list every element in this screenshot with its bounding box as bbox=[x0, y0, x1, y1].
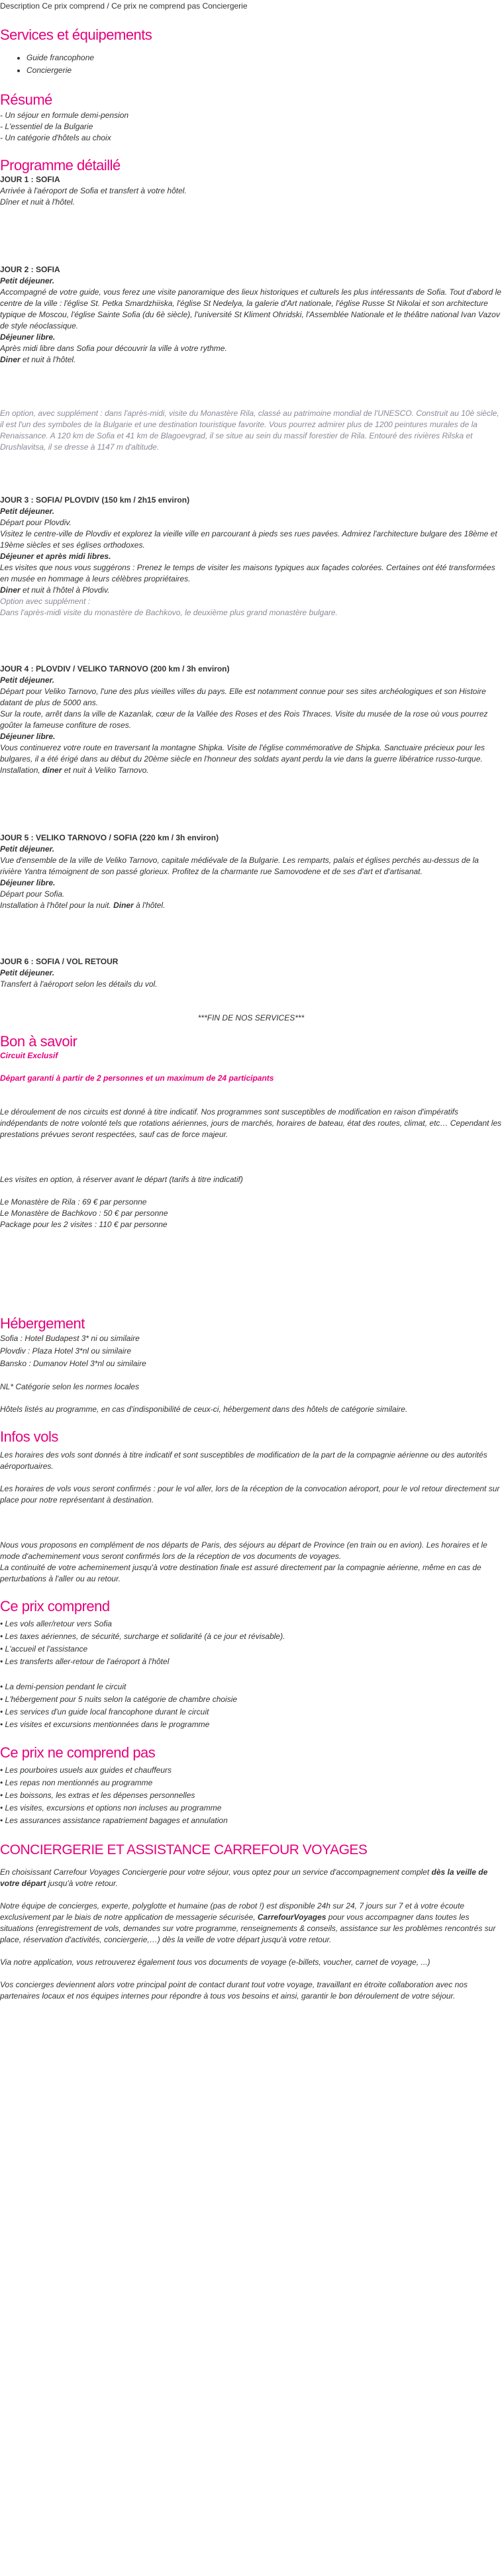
day-text: Vue d'ensemble de la ville de Veliko Tarnovo, capitale médiévale de la Bulgarie. Les remparts, palais et églises perchés au-dessus de la rivière Yantra témoignent de son passé glorieux. Profitez de la charmante rue Samovodene et de ses d'art et d'artisanat. bbox=[0, 856, 479, 876]
conciergerie-title: CONCIERGERIE ET ASSISTANCE CARREFOUR VOYAGES bbox=[0, 1842, 368, 1858]
resume-line: - Un catégorie d'hôtels au choix bbox=[0, 133, 111, 142]
dinner-bold: Diner bbox=[0, 585, 21, 595]
comprend-list-1 bbox=[0, 1618, 502, 1668]
conciergerie-p3: Via notre application, vous retrouverez également tous vos documents de voyage (e-billets, voucher, carnet de voyage, ...) bbox=[0, 1957, 430, 1967]
list-item: • Guide francophone bbox=[26, 52, 502, 64]
text-bold: dès la veille de votre départ bbox=[0, 1867, 488, 1888]
day-title: JOUR 5 : VELIKO TARNOVO / SOFIA (220 km / 3h environ) bbox=[0, 833, 219, 842]
option-title: Option avec supplément : bbox=[0, 597, 91, 606]
day-text: Départ pour Sofia. bbox=[0, 889, 65, 899]
day-text: Transfert à l'aéroport selon les détails du vol. bbox=[0, 979, 158, 989]
text-bold: CarrefourVoyages bbox=[257, 1912, 326, 1922]
bon-savoir-text: Le déroulement de nos circuits est donné à titre indicatif. Nos programmes sont susceptibles de modification en raison d'impératifs indépendants de notre volonté tels que rotations aériennes, jours de marchés, horaires de bateau, état des routes, climat, etc… Cependant les prestations prévues seront respectées, sauf cas de force majeur. bbox=[0, 1107, 502, 1139]
day-title: JOUR 3 : SOFIA/ PLOVDIV (150 km / 2h15 environ) bbox=[0, 495, 190, 505]
list-item: • Conciergerie bbox=[26, 64, 502, 77]
options-intro: Les visites en option, à réserver avant le départ (tarifs à titre indicatif) bbox=[0, 1175, 243, 1184]
list-item: • L'accueil et l'assistance bbox=[0, 1644, 88, 1654]
day-title: JOUR 4 : PLOVDIV / VELIKO TARNOVO (200 km / 3h environ) bbox=[0, 664, 230, 673]
list-item: • Les pourboires usuels aux guides et chauffeurs bbox=[0, 1765, 172, 1775]
day-line: Arrivée à l'aéroport de Sofia et transfert à votre hôtel. bbox=[0, 186, 187, 195]
list-item: • Les repas non mentionnés au programme bbox=[0, 1778, 153, 1787]
options-list bbox=[0, 1197, 502, 1230]
conciergerie-p2 bbox=[0, 1901, 502, 1946]
day-6 bbox=[0, 956, 502, 990]
day-1 bbox=[0, 174, 502, 208]
install-line bbox=[0, 765, 502, 776]
day-text: Visitez le centre-ville de Plovdiv et explorez la vieille ville en parcourant à pieds ses rues pavées. Admirez l'architecture bulgare des 18ème et 19ème siècles et ses églises orthodoxes. bbox=[0, 529, 497, 550]
guarantee-line: Départ garanti à partir de 2 personnes et un maximum de 24 participants bbox=[0, 1073, 274, 1083]
day-option: Dans l'après-midi visite du monastère de Bachkovo, le deuxième plus grand monastère bulgare. bbox=[0, 608, 338, 617]
comprend-title: Ce prix comprend bbox=[0, 1598, 110, 1614]
text-part: Notre équipe de concierges, experte, polyglotte et humaine (pas de robot !) est disponible 24h sur 24, 7 jours sur 7 et à votre écoute exclusivement par le biais de notre application de messagerie sécurisée, bbox=[0, 1901, 465, 1922]
option-item: Le Monastère de Rila : 69 € par personne bbox=[0, 1197, 147, 1207]
list-item: • Les visites, excursions et options non incluses au programme bbox=[0, 1803, 222, 1812]
dinner-rest: et nuit à l'hôtel. bbox=[20, 355, 76, 364]
hotel-item: Plovdiv : Plaza Hotel 3*nl ou similaire bbox=[0, 1346, 132, 1356]
top-description-line: Description Ce prix comprend / Ce prix ne comprend pas Conciergerie bbox=[0, 1, 248, 11]
lunch: Déjeuner libre. bbox=[0, 332, 56, 342]
dinner-line bbox=[0, 354, 502, 366]
text-part: pour vous accompagner dans toutes les situations (enregistrement de vols, demandes sur votre programme, renseignements & conseils, assistance sur les problèmes rencontrés sur place, réservation d'activités, conciergerie,…) dès la veille de votre départ jusqu'à votre retour. bbox=[0, 1912, 496, 1944]
day-title: JOUR 6 : SOFIA / VOL RETOUR bbox=[0, 957, 119, 966]
hotel-item: Bansko : Dumanov Hotel 3*nl ou similaire bbox=[0, 1359, 146, 1368]
install-text: Installation, bbox=[0, 766, 43, 775]
day-text: Départ pour Veliko Tarnovo, l'une des plus vieilles villes du pays. Elle est notamment connue pour ses sites archéologiques et son Histoire datant de plus de 5000 ans. bbox=[0, 687, 486, 707]
services-list bbox=[26, 52, 502, 77]
day-title: JOUR 2 : SOFIA bbox=[0, 265, 60, 274]
ne-comprend-list bbox=[0, 1764, 502, 1827]
hebergement-title: Hébergement bbox=[0, 1315, 85, 1332]
day-text: Départ pour Plovdiv. bbox=[0, 518, 72, 527]
list-item: • Les assurances assistance rapatriement bagages et annulation bbox=[0, 1816, 228, 1825]
lunch: Déjeuner libre. bbox=[0, 732, 56, 741]
comprend-list-2 bbox=[0, 1681, 502, 1731]
day-text: Sur la route, arrêt dans la ville de Kazanlak, cœur de la Vallée des Roses et des Rois Thraces. Visite du musée de la rose où vous pourrez goûter la fameuse confiture de roses. bbox=[0, 709, 488, 730]
resume-lines bbox=[0, 110, 502, 144]
list-item: • Les boissons, les extras et les dépenses personnelles bbox=[0, 1791, 195, 1800]
dinner-bold: Diner bbox=[113, 901, 134, 910]
infos-vols-title: Infos vols bbox=[0, 1428, 58, 1445]
install-rest: et nuit à Veliko Tarnovo. bbox=[62, 766, 149, 775]
lunch: Déjeuner libre. bbox=[0, 878, 56, 887]
hotel-list bbox=[0, 1332, 502, 1370]
text-part: En choisissant Carrefour Voyages Conciergerie pour votre séjour, vous optez pour un service d'accompagnement complet bbox=[0, 1867, 432, 1877]
services-title: Services et équipements bbox=[0, 26, 152, 43]
day-2 bbox=[0, 264, 502, 453]
breakfast: Petit déjeuner. bbox=[0, 675, 55, 685]
list-item: • La demi-pension pendant le circuit bbox=[0, 1682, 126, 1691]
breakfast: Petit déjeuner. bbox=[0, 276, 55, 285]
conciergerie-p4: Vos concierges deviennent alors votre principal point de contact durant tout votre voyage, travaillant en étroite collaboration avec nos partenaires locaux et nos équipes internes pour répondre à tous vos besoins et ainsi, garantir le bon déroulement de votre séjour. bbox=[0, 1980, 468, 2001]
day-text: Les visites que nous vous suggérons : Prenez le temps de visiter les maisons typiques aux façades colorées. Certaines ont été transformées en musée en hommage à leurs célèbres propriétaires. bbox=[0, 563, 495, 583]
vols-p4: La continuité de votre acheminement jusqu'à votre destination finale est assuré directement par la compagnie aérienne, même en cas de perturbations à l'aller ou au retour. bbox=[0, 1563, 481, 1583]
list-item: • Les visites et excursions mentionnées dans le programme bbox=[0, 1720, 210, 1729]
circuit-exclusif: Circuit Exclusif bbox=[0, 1051, 58, 1060]
hotel-list-note: Hôtels listés au programme, en cas d'indisponibilité de ceux-ci, hébergement dans des hôtels de catégorie similaire. bbox=[0, 1405, 408, 1414]
install-line bbox=[0, 900, 502, 911]
resume-title: Résumé bbox=[0, 91, 52, 108]
conciergerie-p1 bbox=[0, 1867, 502, 1889]
list-item: • Les vols aller/retour vers Sofia bbox=[0, 1619, 112, 1628]
vols-p2: Les horaires de vols vous seront confirmés : pour le vol aller, lors de la réception de la convocation aéroport, pour le vol retour directement sur place pour notre représentant à destination. bbox=[0, 1484, 500, 1505]
breakfast: Petit déjeuner. bbox=[0, 968, 55, 977]
day-title: JOUR 1 : SOFIA bbox=[0, 175, 60, 184]
dinner-line bbox=[0, 585, 502, 596]
day-text: Accompagné de votre guide, vous ferez une visite panoramique des lieux historiques et culturels les plus intéressants de Sofia. Tout d'abord le centre de la ville : l'église St. Petka Smardzhiiska, l'église St Nedelya, la galerie d'Art nationale, l'église Russe St Nikolai et son architecture typique de Moscou, l'église Sainte Sofia (du 6è siècle), l'université St Kliment Ohridski, l'Assemblée Nationale et le théâtre national Ivan Vazov de style néoclassique. bbox=[0, 287, 501, 330]
dinner-bold: diner bbox=[42, 766, 62, 775]
list-item: • Les taxes aériennes, de sécurité, surcharge et solidarité (à ce jour et révisable). bbox=[0, 1632, 285, 1641]
breakfast: Petit déjeuner. bbox=[0, 844, 55, 854]
option-item: Package pour les 2 visites : 110 € par personne bbox=[0, 1220, 168, 1229]
resume-line: - Un séjour en formule demi-pension bbox=[0, 111, 129, 120]
day-text: Après midi libre dans Sofia pour découvrir la ville à votre rythme. bbox=[0, 344, 227, 353]
day-4 bbox=[0, 664, 502, 776]
list-item: • Les services d'un guide local francophone durant le circuit bbox=[0, 1707, 209, 1716]
hotel-item: Sofia : Hotel Budapest 3* ni ou similaire bbox=[0, 1334, 140, 1343]
day-5 bbox=[0, 832, 502, 911]
text-part: jusqu'à votre retour. bbox=[46, 1879, 118, 1888]
list-item: • Les transferts aller-retour de l'aéroport à l'hôtel bbox=[0, 1657, 170, 1666]
day-option: En option, avec supplément : dans l'après-midi, visite du Monastère Rila, classé au patrimoine mondial de l'UNESCO. Construit au 10è siècle, il est l'un des symboles de la Bulgarie et une destination touristique favorite. Vous pourrez admirer plus de 1200 peintures murales de la Renaissance. A 120 km de Sofia et 41 km de Blagoevgrad, il se situe au sein du massif forestier de Rila. Entouré des rivières Rilska et Drushlavitsa, il se dresse à 1147 m d'altitude. bbox=[0, 409, 499, 452]
breakfast: Petit déjeuner. bbox=[0, 507, 55, 516]
programme-title: Programme détaillé bbox=[0, 157, 121, 173]
category-note: NL* Catégorie selon les normes locales bbox=[0, 1382, 140, 1391]
day-3 bbox=[0, 495, 502, 619]
lunch: Déjeuner et après midi libres. bbox=[0, 552, 111, 561]
end-of-services: ***FIN DE NOS SERVICES*** bbox=[197, 1013, 305, 1022]
vols-p3: Nous vous proposons en complément de nos départs de Paris, des séjours au départ de Province (en train ou en avion). Les horaires et le mode d'acheminement vous seront confirmés lors de la réception de vos documents de voyages. bbox=[0, 1540, 487, 1561]
ne-comprend-title: Ce prix ne comprend pas bbox=[0, 1744, 156, 1761]
resume-line: - L'essentiel de la Bulgarie bbox=[0, 122, 93, 131]
option-item: Le Monastère de Bachkovo : 50 € par personne bbox=[0, 1209, 168, 1218]
dinner-bold: Diner bbox=[0, 355, 21, 364]
dinner-rest: et nuit à l'hôtel à Plovdiv. bbox=[20, 585, 110, 595]
vols-p1: Les horaires des vols sont donnés à titre indicatif et sont susceptibles de modification de la part de la compagnie aérienne ou des autorités aéroportuaires. bbox=[0, 1450, 487, 1471]
list-item: • L'hébergement pour 5 nuits selon la catégorie de chambre choisie bbox=[0, 1695, 238, 1704]
install-rest: à l'hôtel. bbox=[133, 901, 166, 910]
day-line: Dîner et nuit à l'hôtel. bbox=[0, 197, 75, 207]
install-text: Installation à l'hôtel pour la nuit. bbox=[0, 901, 114, 910]
bon-savoir-title: Bon à savoir bbox=[0, 1033, 77, 1050]
day-text: Vous continuerez votre route en traversant la montagne Shipka. Visite de l'église commémorative de Shipka. Sanctuaire précieux pour les bulgares, il a été érigé dans au début du 20ème siècle en l'honneur des soldats ayant perdu la vie dans la guerre libératrice russo-turque. bbox=[0, 743, 485, 764]
